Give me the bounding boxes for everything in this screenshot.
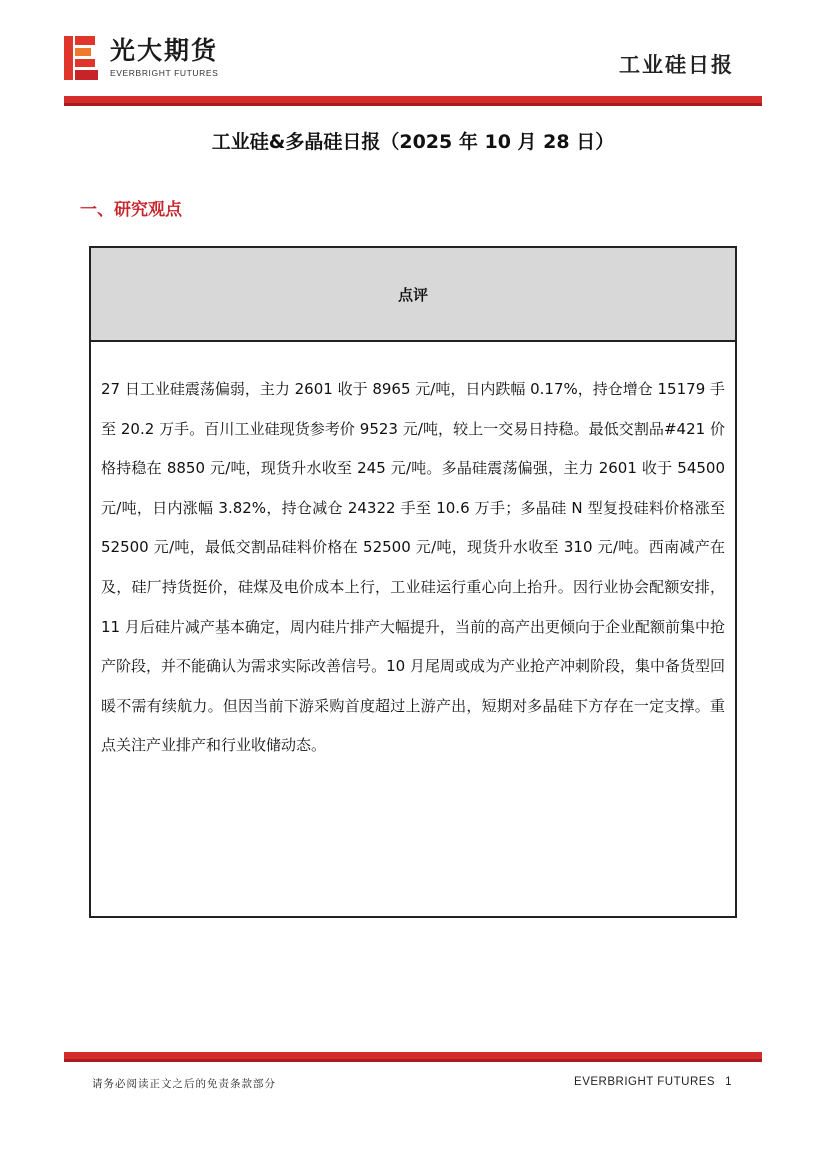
section-heading: 一、研究观点: [80, 200, 182, 220]
panel-header: 点评: [91, 248, 735, 342]
footer-disclaimer: 请务必阅读正文之后的免责条款部分: [92, 1078, 276, 1090]
everbright-logo-icon: [64, 36, 98, 80]
report-type-label: 工业硅日报: [619, 53, 734, 77]
commentary-text: 27 日工业硅震荡偏弱，主力 2601 收于 8965 元/吨，日内跌幅 0.17%，持仓增仓 15179 手至 20.2 万手。百川工业硅现货参考价 9523 元/吨，较上一交易日持稳。最低交割品#421 价格持稳在 8850 元/吨，现货升水收至 245 元/吨。多晶硅震荡偏强，主力 2601 收于 54500 元/吨，日内涨幅 3.82%，持仓减仓 24322 手至 10.6 万手；多晶硅 N 型复投硅料价格涨至 52500 元/吨，最低交割品硅料价格在 52500 元/吨，现货升水收至 310 元/吨。西南减产在及，硅厂持货挺价，硅煤及电价成本上行，工业硅运行重心向上抬升。因行业协会配额安排，11 月后硅片减产基本确定，周内硅片排产大幅提升，当前的高产出更倾向于企业配额前集中抢产阶段，并不能确认为需求实际改善信号。10 月尾周或成为产业抢产冲刺阶段，集中备货型回暖不需有续航力。但因当前下游采购首度超过上游产出，短期对多晶硅下方存在一定支撑。重点关注产业排产和行业收储动态。: [101, 380, 726, 755]
page-number: 1: [725, 1076, 732, 1088]
commentary-panel: [89, 246, 737, 918]
company-logo: [64, 36, 234, 82]
footer-divider: [64, 1052, 762, 1062]
logo-chinese-name: 光大期货: [110, 36, 219, 65]
footer-brand: EVERBRIGHT FUTURES: [574, 1076, 716, 1088]
page-title: 工业硅&多晶硅日报（2025 年 10 月 28 日）: [211, 131, 615, 153]
logo-english-name: EVERBRIGHT FUTURES: [110, 68, 219, 78]
header-divider: [64, 96, 762, 106]
footer-brand-block: [564, 1076, 732, 1088]
